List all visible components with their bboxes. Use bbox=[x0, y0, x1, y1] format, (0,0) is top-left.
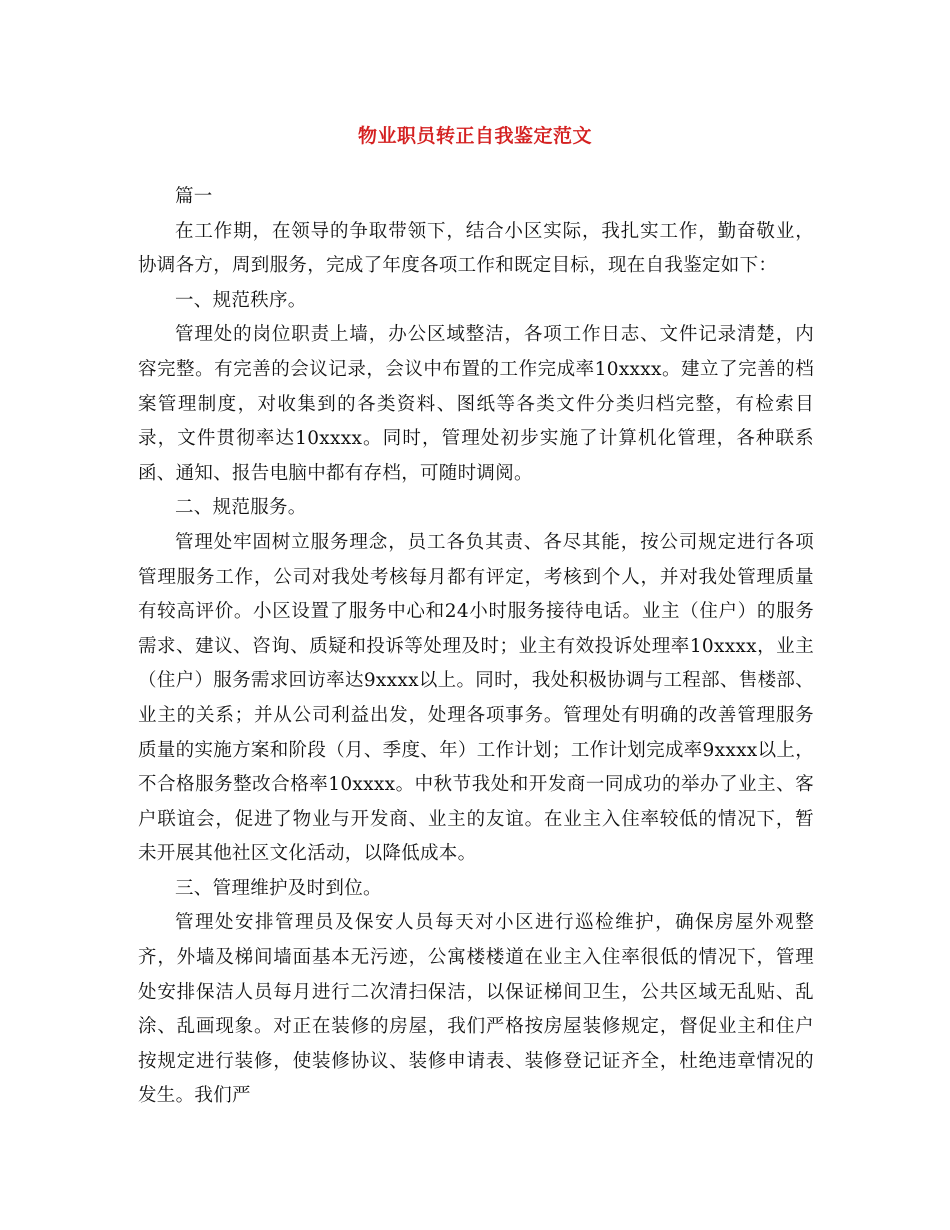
paragraph-3: 管理处安排管理员及保安人员每天对小区进行巡检维护，确保房屋外观整齐，外墙及梯间墙面基本无污迹，公寓楼楼道在业主入住率很低的情况下，管理处安排保洁人员每月进行二次清扫保洁，以保证梯间卫生，公共区域无乱贴、乱涂、乱画现象。对正在装修的房屋，我们严格按房屋装修规定，督促业主和住户按规定进行装修，使装修协议、装修申请表、装修登记证齐全，杜绝违章情况的发生。我们严 bbox=[138, 912, 814, 1107]
document-body bbox=[138, 180, 814, 1114]
paragraph-2: 管理处牢固树立服务理念，员工各负其责、各尽其能，按公司规定进行各项管理服务工作，公司对我处考核每月都有评定，考核到个人，并对我处管理质量有较高评价。小区设置了服务中心和24小时服务接待电话。业主（住户）的服务需求、建议、咨询、质疑和投诉等处理及时；业主有效投诉处理率10xxxx，业主（住户）服务需求回访率达9xxxx以上。同时，我处积极协调与工程部、售楼部、业主的关系；并从公司利益出发，处理各项事务。管理处有明确的改善管理服务质量的实施方案和阶段（月、季度、年）工作计划；工作计划完成率9xxxx以上，不合格服务整改合格率10xxxx。中秋节我处和开发商一同成功的举办了业主、客户联谊会，促进了物业与开发商、业主的友谊。在业主入住率较低的情况下，暂未开展其他社区文化活动，以降低成本。 bbox=[138, 531, 814, 865]
intro-paragraph: 在工作期，在领导的争取带领下，结合小区实际，我扎实工作，勤奋敬业，协调各方，周到服务，完成了年度各项工作和既定目标，现在自我鉴定如下： bbox=[138, 220, 814, 277]
heading-3: 三、管理维护及时到位。 bbox=[175, 877, 382, 899]
heading-2: 二、规范服务。 bbox=[175, 497, 307, 519]
section-label: 篇一 bbox=[175, 186, 213, 207]
paragraph-1: 管理处的岗位职责上墙，办公区域整洁，各项工作日志、文件记录清楚，内容完整。有完善的会议记录，会议中布置的工作完成率10xxxx。建立了完善的档案管理制度，对收集到的各类资料、图纸等各类文件分类归档完整，有检索目录，文件贯彻率达10xxxx。同时，管理处初步实施了计算机化管理，各种联系函、通知、报告电脑中都有存档，可随时调阅。 bbox=[138, 324, 814, 484]
heading-1: 一、规范秩序。 bbox=[175, 289, 307, 311]
document-title: 物业职员转正自我鉴定范文 bbox=[357, 125, 592, 147]
